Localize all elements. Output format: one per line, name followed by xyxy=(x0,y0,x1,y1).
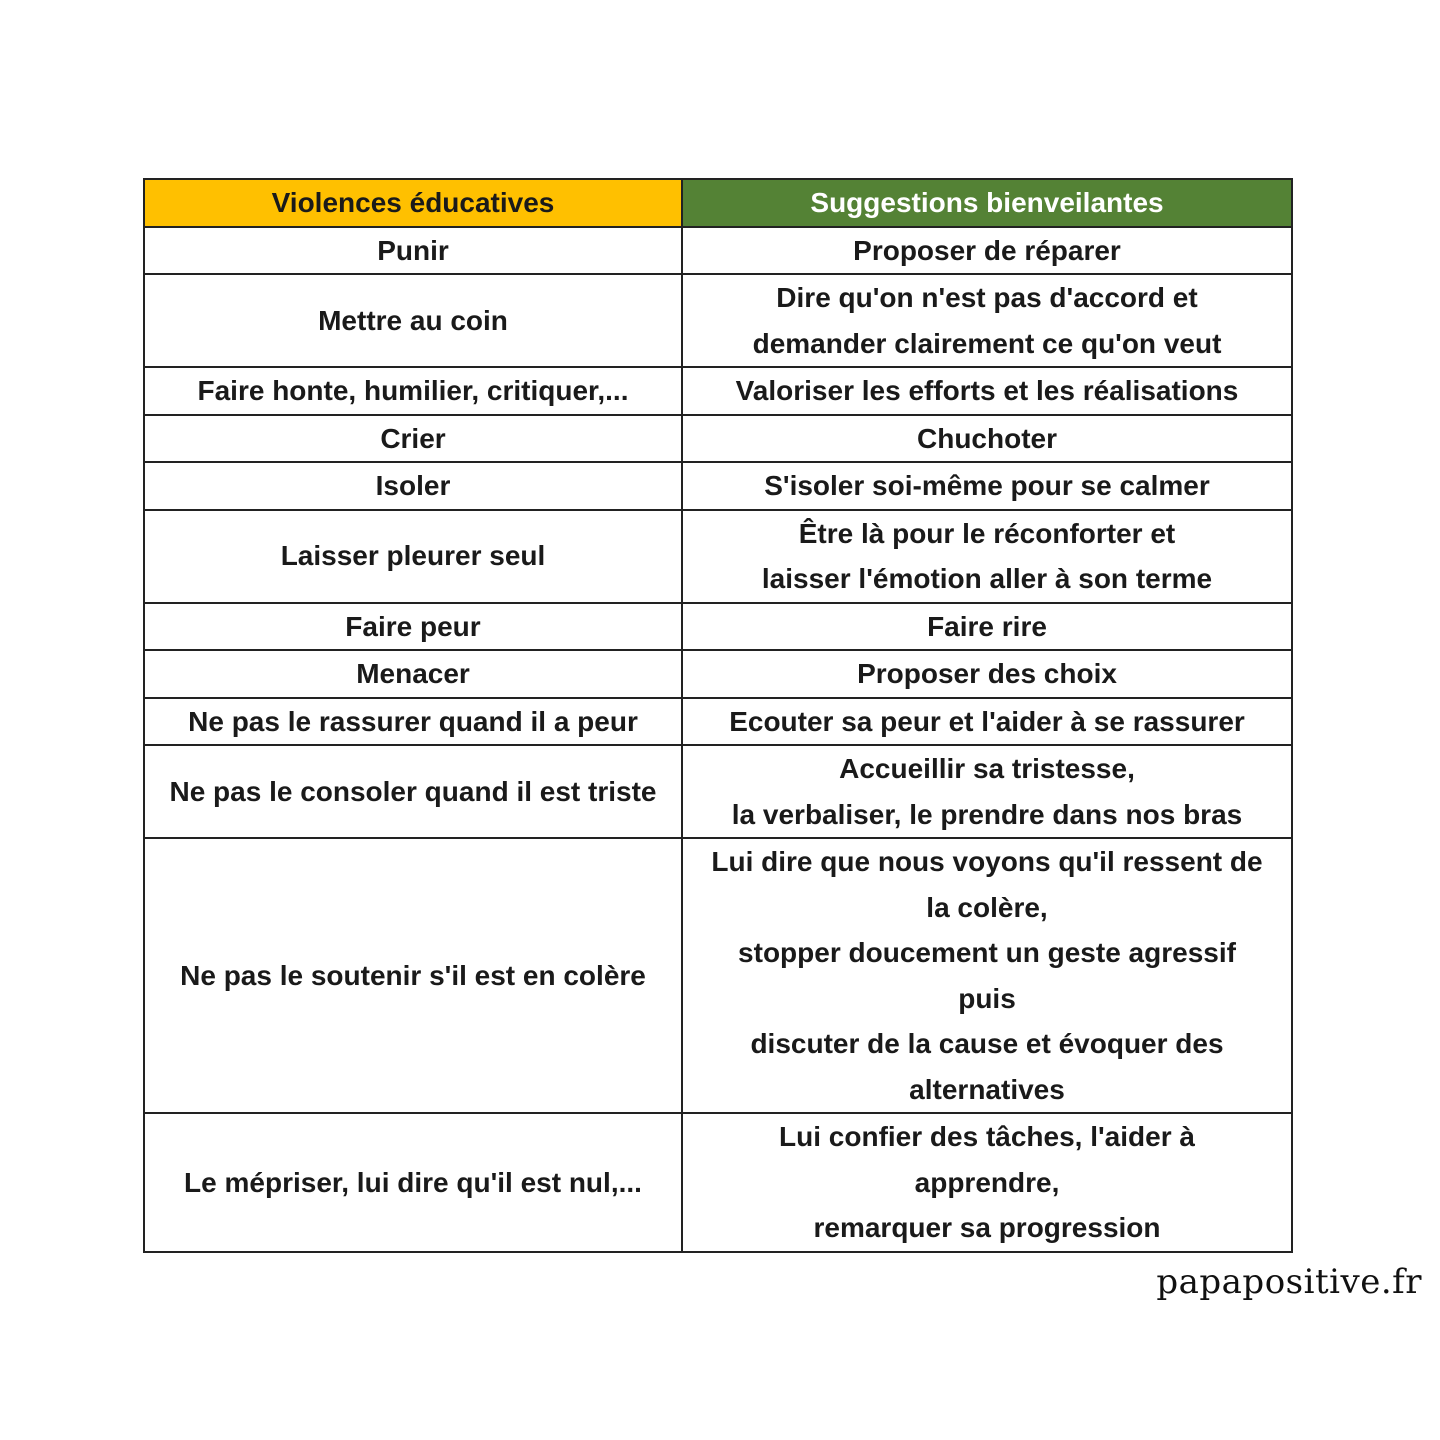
violence-cell: Faire peur xyxy=(144,603,682,651)
table-row xyxy=(144,367,1292,415)
suggestion-cell: Proposer de réparer xyxy=(682,227,1292,275)
table-row xyxy=(144,462,1292,510)
table-row xyxy=(144,227,1292,275)
violence-cell: Ne pas le consoler quand il est triste xyxy=(144,745,682,838)
suggestion-cell: Proposer des choix xyxy=(682,650,1292,698)
violence-cell: Le mépriser, lui dire qu'il est nul,... xyxy=(144,1113,682,1252)
violence-cell: Mettre au coin xyxy=(144,274,682,367)
suggestion-cell: Chuchoter xyxy=(682,415,1292,463)
violence-cell: Laisser pleurer seul xyxy=(144,510,682,603)
suggestion-cell: Être là pour le réconforter et laisser l'émotion aller à son terme xyxy=(682,510,1292,603)
suggestion-cell: Accueillir sa tristesse, la verbaliser, le prendre dans nos bras xyxy=(682,745,1292,838)
suggestion-cell: Valoriser les efforts et les réalisations xyxy=(682,367,1292,415)
violence-cell: Ne pas le rassurer quand il a peur xyxy=(144,698,682,746)
table-header-row xyxy=(144,179,1292,227)
suggestion-cell: Dire qu'on n'est pas d'accord et demander clairement ce qu'on veut xyxy=(682,274,1292,367)
table-row xyxy=(144,274,1292,367)
violence-cell: Crier xyxy=(144,415,682,463)
table-row xyxy=(144,838,1292,1113)
table-row xyxy=(144,603,1292,651)
table-row xyxy=(144,698,1292,746)
comparison-table xyxy=(143,178,1293,1253)
suggestion-cell: Lui dire que nous voyons qu'il ressent de la colère, stopper doucement un geste agressif puis discuter de la cause et évoquer des alternatives xyxy=(682,838,1292,1113)
violence-cell: Ne pas le soutenir s'il est en colère xyxy=(144,838,682,1113)
violence-cell: Isoler xyxy=(144,462,682,510)
suggestion-cell: Lui confier des tâches, l'aider à apprendre, remarquer sa progression xyxy=(682,1113,1292,1252)
site-watermark: papapositive.fr xyxy=(1156,1262,1422,1302)
table-row xyxy=(144,415,1292,463)
table-row xyxy=(144,650,1292,698)
suggestion-cell: Ecouter sa peur et l'aider à se rassurer xyxy=(682,698,1292,746)
comparison-table-container xyxy=(143,178,1291,1253)
suggestion-cell: S'isoler soi-même pour se calmer xyxy=(682,462,1292,510)
header-violences: Violences éducatives xyxy=(144,179,682,227)
suggestion-cell: Faire rire xyxy=(682,603,1292,651)
table-row xyxy=(144,510,1292,603)
table-row xyxy=(144,1113,1292,1252)
table-row xyxy=(144,745,1292,838)
violence-cell: Faire honte, humilier, critiquer,... xyxy=(144,367,682,415)
violence-cell: Menacer xyxy=(144,650,682,698)
header-suggestions: Suggestions bienveilantes xyxy=(682,179,1292,227)
violence-cell: Punir xyxy=(144,227,682,275)
